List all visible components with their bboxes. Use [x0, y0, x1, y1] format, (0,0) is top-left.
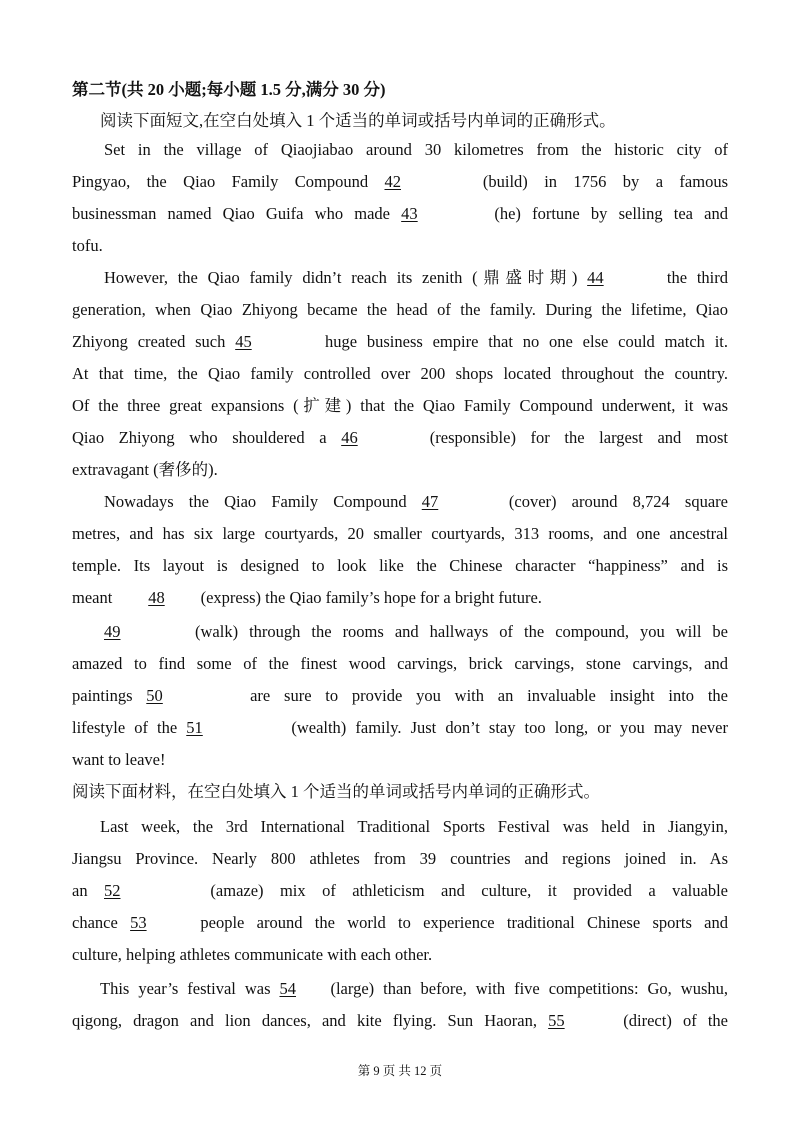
blank-45[interactable]: 45: [235, 332, 252, 351]
passage-line: meant 48 (express) the Qiao family’s hope for a bright future.: [72, 588, 542, 607]
blank-43[interactable]: 43: [401, 204, 418, 223]
passage-line: Pingyao, the Qiao Family Compound 42 (build) in 1756 by a famous: [72, 172, 728, 191]
passage-line: Of the three great expansions (扩建) that the Qiao Family Compound underwent, it was: [72, 396, 728, 415]
passage-line: amazed to find some of the finest wood carvings, brick carvings, stone carvings, and: [72, 654, 728, 673]
passage-line: metres, and has six large courtyards, 20 smaller courtyards, 313 rooms, and one ancestral: [72, 524, 728, 543]
instruction-2: 阅读下面材料，在空白处填入 1 个适当的单词或括号内单词的正确形式。: [72, 782, 600, 801]
section-heading: 第二节(共 20 小题;每小题 1.5 分,满分 30 分): [72, 80, 386, 99]
passage-line: 49 (walk) through the rooms and hallways of the compound, you will be: [104, 622, 728, 641]
blank-55[interactable]: 55: [548, 1011, 565, 1030]
passage-line: qigong, dragon and lion dances, and kite flying. Sun Haoran, 55 (direct) of the: [72, 1011, 729, 1030]
passage-line: an 52 (amaze) mix of athleticism and culture, it provided a valuable: [72, 881, 728, 900]
blank-50[interactable]: 50: [146, 686, 163, 705]
page-footer: 第 9 页 共 12 页: [357, 1064, 443, 1078]
passage-line: However, the Qiao family didn’t reach its zenith (鼎盛时期) 44 the third: [104, 268, 729, 287]
passage-line: temple. Its layout is designed to look like the Chinese character “happiness” and is: [72, 556, 728, 575]
blank-54[interactable]: 54: [279, 979, 296, 998]
passage-line: want to leave!: [72, 750, 166, 769]
passage-line: Last week, the 3rd International Traditional Sports Festival was held in Jiangyin,: [100, 817, 728, 836]
blank-51[interactable]: 51: [186, 718, 203, 737]
passage-line: Qiao Zhiyong who shouldered a 46 (responsible) for the largest and most: [72, 428, 728, 447]
instruction-1: 阅读下面短文,在空白处填入 1 个适当的单词或括号内单词的正确形式。: [100, 111, 616, 130]
passage-line: generation, when Qiao Zhiyong became the head of the family. During the lifetime, Qiao: [72, 300, 728, 319]
blank-46[interactable]: 46: [341, 428, 358, 447]
passage-line: Nowadays the Qiao Family Compound 47 (cover) around 8,724 square: [104, 492, 728, 511]
passage-line: lifestyle of the 51 (wealth) family. Just don’t stay too long, or you may never: [72, 718, 728, 737]
blank-53[interactable]: 53: [130, 913, 147, 932]
blank-44[interactable]: 44: [587, 268, 604, 287]
blank-42[interactable]: 42: [384, 172, 401, 191]
passage-line: Jiangsu Province. Nearly 800 athletes from 39 countries and regions joined in. As: [72, 849, 728, 868]
passage-line: Zhiyong created such 45 huge business empire that no one else could match it.: [72, 332, 728, 351]
blank-49[interactable]: 49: [104, 622, 121, 641]
blank-48[interactable]: 48: [148, 588, 165, 607]
passage-line: Set in the village of Qiaojiabao around 30 kilometres from the historic city of: [104, 140, 728, 159]
passage-line: chance 53 people around the world to experience traditional Chinese sports and: [72, 913, 728, 932]
passage-line: tofu.: [72, 236, 103, 255]
blank-47[interactable]: 47: [421, 492, 439, 511]
passage-line: This year’s festival was 54 (large) than before, with five competitions: Go, wushu,: [100, 979, 728, 998]
blank-52[interactable]: 52: [104, 881, 121, 900]
passage-line: extravagant (奢侈的).: [72, 460, 218, 479]
passage-line: culture, helping athletes communicate with each other.: [72, 945, 433, 964]
passage-line: paintings 50 are sure to provide you with an invaluable insight into the: [72, 686, 729, 705]
passage-line: businessman named Qiao Guifa who made 43 (he) fortune by selling tea and: [72, 204, 728, 223]
passage-line: At that time, the Qiao family controlled over 200 shops located throughout the country.: [72, 364, 728, 383]
